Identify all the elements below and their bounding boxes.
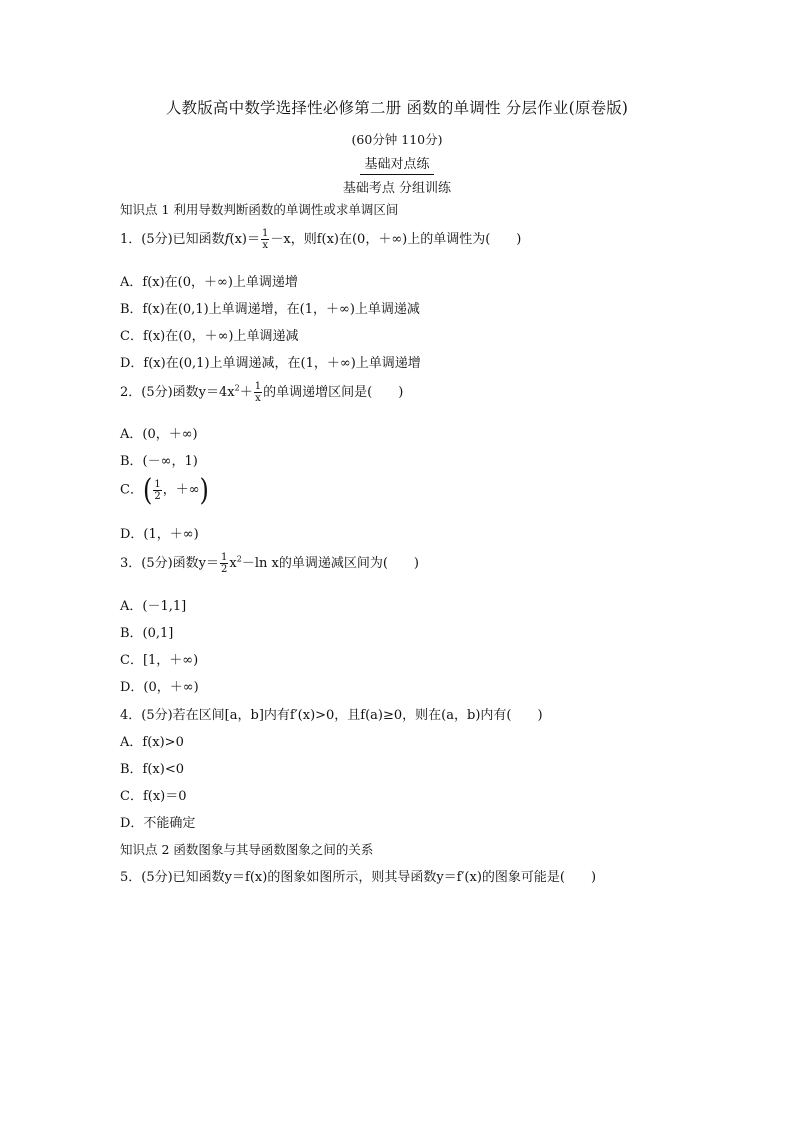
- q3-exponent: 2: [236, 554, 242, 564]
- q1-mid: (x)＝: [229, 232, 260, 247]
- section-heading: 基础对点练: [360, 153, 433, 175]
- q3-rest: －ln x的单调递减区间为( ): [241, 556, 419, 571]
- q1-fraction: [261, 228, 269, 251]
- q1-option-c: C．f(x)在(0，＋∞)上单调递减: [120, 329, 299, 344]
- right-paren: ): [199, 472, 209, 508]
- q2-c-rest: ，＋∞: [162, 482, 200, 498]
- q3-x: x: [229, 556, 237, 571]
- document-title: 人教版高中数学选择性必修第二册 函数的单调性 分层作业(原卷版): [165, 99, 629, 117]
- section-header: [0, 153, 794, 196]
- q1-prefix: 1．(5分)已知函数: [120, 232, 225, 247]
- q3-option-d: D．(0，＋∞): [120, 680, 199, 695]
- section-subheading: 基础考点 分组训练: [342, 181, 452, 196]
- q1-option-a: A．f(x)在(0，＋∞)上单调递增: [120, 275, 298, 290]
- q1-option-d: D．f(x)在(0,1)上单调递减，在(1，＋∞)上单调递增: [120, 356, 421, 371]
- q2-c-frac-num: 1: [154, 478, 161, 490]
- q4-option-a: A．f(x)>0: [120, 735, 184, 750]
- question-2-stem: [120, 381, 403, 404]
- q2-fraction: [254, 381, 262, 404]
- q2-prefix: 2．(5分)函数y＝4x: [120, 385, 235, 400]
- q4-option-b: B．f(x)<0: [120, 762, 185, 777]
- q3-option-c: C．[1，＋∞): [120, 653, 199, 668]
- q2-option-a: A．(0，＋∞): [120, 427, 198, 442]
- q2-option-c: [120, 472, 209, 508]
- q2-rest: 的单调递增区间是( ): [263, 385, 404, 400]
- question-5-stem: 5．(5分)已知函数y＝f(x)的图象如图所示，则其导函数y＝f′(x)的图象可能是( ): [120, 870, 597, 885]
- q1-rest: －x，则f(x)在(0，＋∞)上的单调性为( ): [270, 232, 522, 247]
- q2-c-frac-den: 2: [154, 490, 161, 502]
- q3-frac-den: 2: [221, 564, 228, 575]
- q2-option-c-label: C．: [120, 482, 143, 498]
- q2-option-d: D．(1，＋∞): [120, 527, 199, 542]
- q2-plus: ＋: [239, 385, 253, 400]
- q2-exponent: 2: [234, 383, 240, 393]
- q2-option-b: B．(－∞，1): [120, 454, 198, 469]
- knowledge-point-1: 知识点 1 利用导数判断函数的单调性或求单调区间: [120, 202, 399, 217]
- q3-prefix: 3．(5分)函数y＝: [120, 556, 220, 571]
- q2-frac-num: 1: [254, 381, 262, 392]
- q4-option-c: C．f(x)＝0: [120, 789, 187, 804]
- knowledge-point-2: 知识点 2 函数图象与其导函数图象之间的关系: [120, 842, 374, 857]
- left-paren: (: [142, 472, 153, 508]
- question-3-stem: [120, 552, 419, 575]
- q2-c-fraction: [153, 479, 161, 502]
- q3-frac-num: 1: [221, 552, 228, 563]
- q3-option-a: A．(－1,1]: [120, 599, 187, 614]
- q1-frac-num: 1: [261, 228, 269, 239]
- q2-frac-den: x: [255, 393, 261, 404]
- q1-frac-den: x: [262, 240, 268, 251]
- q1-fx: f: [224, 232, 230, 247]
- q4-option-d: D．不能确定: [120, 816, 196, 831]
- question-4-stem: 4．(5分)若在区间[a，b]内有f′(x)>0，且f(a)≥0，则在(a，b)内有( ): [120, 708, 543, 723]
- q3-option-b: B．(0,1]: [120, 626, 174, 641]
- q3-fraction: [220, 552, 228, 575]
- document-subtitle: (60分钟 110分): [351, 132, 443, 147]
- question-1-stem: [120, 228, 521, 251]
- q1-option-b: B．f(x)在(0,1)上单调递增，在(1，＋∞)上单调递减: [120, 302, 420, 317]
